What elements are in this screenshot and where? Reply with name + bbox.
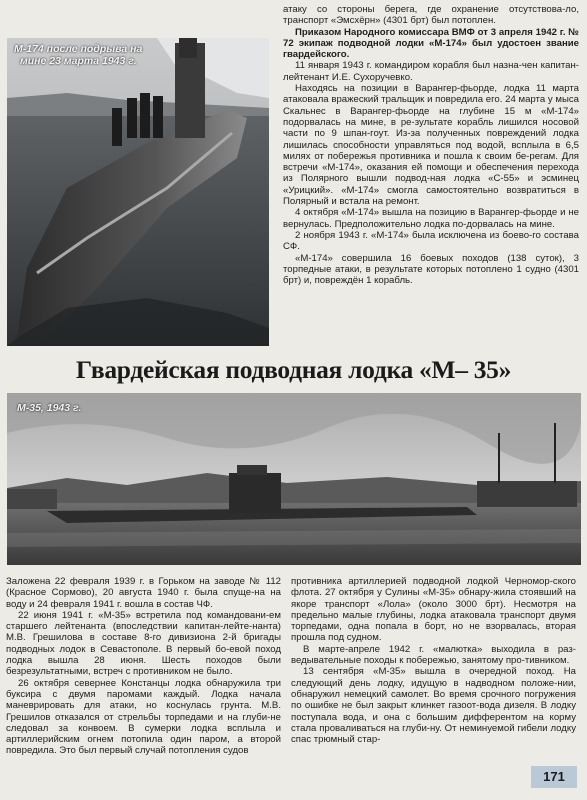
paragraph: атаку со стороны берега, где охранение отсутствова-ло, транспорт «Эмсхёрн» (4301 брт) был потоплен. bbox=[283, 4, 579, 27]
paragraph: Находясь на позиции в Варангер-фьорде, лодка 11 марта атаковала вражеский тральщик и повредила его. 24 марта у мыса Скальнес в Варангер-фьорде на глубине 15 м «М-174» подорвалась на мине, в ре-зультате корабль лишился носовой части по 9 шпан-гоут. Из-за полученных повреждений лодка лишилась способности управляться под водой, всплыла в 6,5 милях от побережья противника и пошла к своим бе-регам. Для встречи «М-174», оказания ей помощи и обеспечения перехода из Полярного вышли подвод-ная лодка «С-55» и эсминец «Урицкий». «М-174» смогла самостоятельно возвратиться в Полярный и встала на ремонт. bbox=[283, 83, 579, 208]
text-column-top bbox=[283, 4, 579, 286]
photo-caption-m35: М-35, 1943 г. bbox=[17, 402, 82, 414]
paragraph: 13 сентября «М-35» вышла в очередной поход. На следующий день лодку, идущую в надводном положе-нии, обнаружил немецкий самолет. Во время срочного погружения по ошибке не был закрыт клинкет газоот-вода дизеля. В лодку поступала вода, и она с большим дифферентом на корму стала проваливаться на глуби-ну. От неминуемой гибели лодку спас трюмный стар- bbox=[291, 666, 576, 746]
page-number: 171 bbox=[531, 766, 577, 788]
text-column-right bbox=[291, 576, 576, 745]
section-heading: Гвардейская подводная лодка «М– 35» bbox=[75, 355, 512, 384]
paragraph: противника артиллерией подводной лодкой Черномор-ского флота. 27 октября у Сулины «М-35» обнару-жила стоявший на якоре транспорт «Лола» (около 3000 брт). Несмотря на предельно малые глубины, лодка атаковала транспорт двумя торпедами, одна попала в борт, но не взорвалась, вторая прошла под судном. bbox=[291, 576, 576, 644]
paragraph: Заложена 22 февраля 1939 г. в Горьком на заводе № 112 (Красное Сормово), 20 августа 1940 г. была спуще-на на воду и 24 февраля 1941 г. вошла в состав ЧФ. bbox=[6, 576, 281, 610]
paragraph: В марте-апреле 1942 г. «малютка» выходила в раз-ведывательные походы к побережью, занятому про-тивником. bbox=[291, 643, 576, 667]
photo-m174 bbox=[7, 38, 269, 346]
paragraph: 2 ноября 1943 г. «М-174» была исключена из боево-го состава СФ. bbox=[283, 229, 579, 253]
text-column-left bbox=[6, 576, 281, 757]
photo-m35 bbox=[7, 393, 581, 565]
paragraph: 11 января 1943 г. командиром корабля был назна-чен капитан-лейтенант И.Е. Сухоручевко. bbox=[283, 60, 579, 83]
paragraph: 26 октября севернее Констанцы лодка обнаружила три буксира с двумя паромами каждый. Лодка начала маневрировать для атаки, но коснулась грунта. М.В. Грешилов отказался от стрельбы торпедами и на глуби-не следовал за конвоем. В сумерки лодка всплыла и артиллерийским огнем потопила один паром, а второй повредила. Это был первый случай потопления судов bbox=[6, 677, 281, 757]
paragraph: 4 октября «М-174» вышла на позицию в Варангер-фьорде и не вернулась. Предположительно лодка по-дорвалась на мине. bbox=[283, 207, 579, 230]
photo-caption-m174: М-174 после подрыва на мине 23 марта 1943 г. bbox=[14, 43, 143, 67]
paragraph: 22 июня 1941 г. «М-35» встретила под командовани-ем старшего лейтенанта (впоследствии капитан-лейте-нанта) М.В. Грешилова в составе 8-го дивизиона 2-й бригады подводных лодок в Севастополе. В первый бо-евой поход лодка вышла 28 июня. Шесть походов были безрезультатными, встреч с противником не было. bbox=[6, 609, 281, 678]
paragraph: Приказом Народного комиссара ВМФ от 3 апреля 1942 г. № 72 экипаж подводной лодки «М-174» был удостоен звание гвардейского. bbox=[283, 26, 579, 61]
paragraph: «М-174» совершила 16 боевых походов (138 суток), 3 торпедные атаки, в результате которых потоплено 1 судно (4301 брт) и, повреждён 1 корабль. bbox=[283, 252, 579, 287]
